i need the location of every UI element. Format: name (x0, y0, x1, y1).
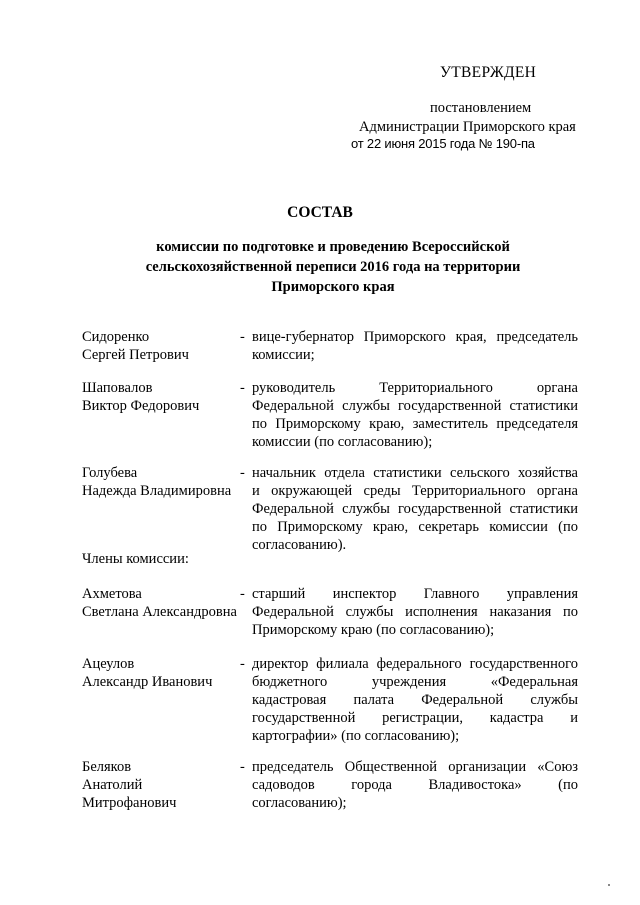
member-name (82, 585, 242, 621)
member-role (252, 328, 578, 364)
member-name (82, 379, 242, 415)
member-given-name: Надежда Владимировна (82, 483, 232, 499)
role-line: согласованию); (252, 795, 347, 811)
document-subtitle (120, 237, 546, 297)
member-role (252, 464, 578, 554)
member-surname: Голубева (82, 465, 138, 481)
role-line: председатель Общественной организации «Союз (252, 759, 578, 775)
approval-authority: Администрации Приморского края (359, 119, 576, 135)
role-line: Федеральной службы исполнения наказания по (252, 604, 578, 620)
approval-block (0, 0, 640, 190)
approval-decree: постановлением (430, 100, 532, 116)
approval-date-number: от 22 июня 2015 года № 190-па (351, 136, 535, 151)
member-name (82, 464, 242, 500)
member-surname: Ахметова (82, 586, 142, 602)
role-line: руководитель Территориального органа (252, 380, 578, 396)
member-role (252, 585, 578, 639)
role-line: кадастровая палата Федеральной службы (252, 692, 578, 708)
member-given-name: Анатолий (82, 777, 143, 793)
role-line: по Приморскому краю, заместитель председателя (252, 416, 578, 432)
role-line: комиссии (по согласованию); (252, 434, 433, 450)
members-label: Члены комиссии: (82, 551, 189, 567)
scan-speck (608, 884, 610, 886)
role-line: Федеральной службы государственной статистики (252, 501, 578, 517)
role-line: вице-губернатор Приморского края, председатель (252, 329, 578, 345)
role-line: Приморскому краю (по согласованию); (252, 622, 495, 638)
member-name (82, 328, 242, 364)
subtitle-line: Приморского края (271, 279, 395, 295)
member-given-name: Сергей Петрович (82, 347, 189, 363)
subtitle-line: сельскохозяйственной переписи 2016 года на территории (145, 259, 521, 275)
member-dash: - (240, 329, 245, 345)
member-given-name: Александр Иванович (82, 674, 213, 690)
member-given-name: Виктор Федорович (82, 398, 200, 414)
role-line: согласованию). (252, 537, 347, 553)
role-line: по Приморскому краю, секретарь комиссии (по (252, 519, 578, 535)
member-name (82, 758, 242, 812)
role-line: картографии» (по согласованию); (252, 728, 460, 744)
member-surname: Сидоренко (82, 329, 150, 345)
member-dash: - (240, 380, 245, 396)
member-dash: - (240, 586, 245, 602)
role-line: старший инспектор Главного управления (252, 586, 578, 602)
member-name (82, 655, 242, 691)
member-dash: - (240, 465, 245, 481)
role-line: комиссии; (252, 347, 315, 363)
role-line: бюджетного учреждения «Федеральная (252, 674, 578, 690)
member-role (252, 655, 578, 745)
approved-title: УТВЕРЖДЕН (440, 64, 537, 81)
role-line: и окружающей среды Территориального органа (252, 483, 578, 499)
member-role (252, 758, 578, 812)
member-surname: Шаповалов (82, 380, 153, 396)
role-line: директор филиала федерального государственного (252, 656, 578, 672)
role-line: садоводов города Владивостока» (по (252, 777, 578, 793)
member-dash: - (240, 759, 245, 775)
member-surname: Ацеулов (82, 656, 135, 672)
document-title: СОСТАВ (287, 204, 353, 221)
member-patronymic: Митрофанович (82, 795, 177, 811)
role-line: государственной регистрации, кадастра и (252, 710, 578, 726)
member-role (252, 379, 578, 451)
subtitle-line: комиссии по подготовке и проведению Всероссийской (156, 239, 510, 255)
member-dash: - (240, 656, 245, 672)
member-surname: Беляков (82, 759, 132, 775)
member-given-name: Светлана Александровна (82, 604, 237, 620)
role-line: начальник отдела статистики сельского хозяйства (252, 465, 578, 481)
role-line: Федеральной службы государственной статистики (252, 398, 578, 414)
